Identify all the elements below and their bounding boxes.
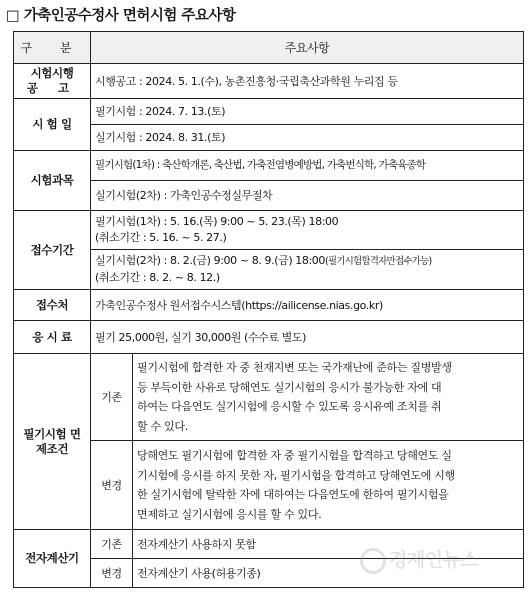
announce-label-line2: 공 고	[26, 81, 78, 95]
office-label: 접수처	[14, 290, 91, 321]
application-practical-line2: (취소기간 : 8. 2. ~ 8. 12.)	[95, 271, 220, 284]
exemption-existing-text	[133, 354, 524, 441]
calculator-changed-label: 변경	[91, 559, 133, 588]
exemption-changed-text	[133, 441, 524, 530]
application-practical-note: (필기시험합격자만접수가능)	[325, 256, 432, 267]
watermark	[360, 545, 478, 574]
table-row-subjects-practical	[14, 181, 524, 211]
application-written	[91, 211, 524, 250]
table-row-subjects-written	[14, 151, 524, 181]
subjects-practical: 실기시험(2차) : 가축인공수정실무절차	[91, 181, 524, 211]
exemption-existing-line: 할 수 있다.	[137, 419, 188, 433]
exemption-existing-line: 필기시험에 합격한 자 중 천재지변 또는 국가재난에 준하는 질병발생	[137, 361, 452, 374]
table-header-row	[14, 32, 524, 64]
exemption-changed-line: 한 실기시험에 탈락한 자에 대하여는 다음연도에 한하여 필기시험을	[137, 488, 449, 501]
watermark-logo-icon	[360, 548, 386, 574]
exemption-existing-line: 하여는 다음연도 실기시험에 응시할 수 있도록 응시유예 조치를 취	[137, 400, 442, 413]
exemption-label-line2: 제조건	[35, 441, 69, 456]
header-content: 주요사항	[91, 32, 524, 64]
announce-value: 시행공고 : 2024. 5. 1.(수), 농촌진흥청·국립축산과학원 누리집 등	[91, 64, 524, 99]
calculator-existing-value: 전자계산기 사용하지 못함	[133, 530, 524, 559]
office-value: 가축인공수정사 원서접수시스템(https://ailicense.nias.go.kr)	[91, 290, 524, 321]
table-row-application-written	[14, 211, 524, 250]
exemption-changed-line: 면제하고 실기시험에 응시를 할 수 있다.	[137, 507, 322, 521]
exemption-changed-line: 기시험에 응시를 하지 못한 자, 필기시험을 합격하고 당해연도에 시행	[137, 468, 455, 482]
watermark-text: 경제인뉴스	[389, 549, 479, 571]
application-practical-line1: 실기시험(2차) : 8. 2.(금) 9:00 ~ 8. 9.(금) 18:00	[95, 254, 326, 267]
calculator-label: 전자계산기	[14, 530, 91, 588]
exemption-changed-line: 당해연도 필기시험에 합격한 자 중 필기시험을 합격하고 당해연도 실	[137, 449, 452, 462]
application-written-line2: (취소기간 : 5. 16. ~ 5. 27.)	[95, 231, 227, 244]
application-written-line1: 필기시험(1차) : 5. 16.(목) 9:00 ~ 5. 23.(목) 18:00	[95, 215, 339, 228]
fee-value: 필기 25,000원, 실기 30,000원 (수수료 별도)	[91, 321, 524, 354]
table-row-exam-date-written	[14, 99, 524, 125]
table-row-office	[14, 290, 524, 321]
exemption-changed-label: 변경	[91, 441, 133, 530]
exemption-existing-label: 기존	[91, 354, 133, 441]
document-title: □ 가축인공수정사 면허시험 주요사항	[6, 8, 236, 24]
fee-label: 응 시 료	[14, 321, 91, 354]
announce-label-line1: 시험시행	[30, 66, 74, 80]
exemption-label-line1: 필기시험 면	[23, 426, 81, 441]
table-row-exemption-existing	[14, 354, 524, 441]
exemption-existing-line: 등 부득이한 사유로 당해연도 실기시험의 응시가 불가능한 자에 대	[137, 380, 442, 394]
subjects-label: 시험과목	[14, 151, 91, 211]
header-category: 구 분	[14, 32, 91, 64]
table-row-exemption-changed	[14, 441, 524, 530]
exam-date-label: 시 험 일	[14, 99, 91, 151]
announce-label	[14, 64, 91, 99]
calculator-existing-label: 기존	[91, 530, 133, 559]
table-row-announce	[14, 64, 524, 99]
table-row-exam-date-practical	[14, 125, 524, 151]
table-row-application-practical	[14, 250, 524, 290]
exam-info-table	[13, 31, 524, 588]
application-practical	[91, 250, 524, 290]
table-row-fee	[14, 321, 524, 354]
exam-date-written: 필기시험 : 2024. 7. 13.(토)	[91, 99, 524, 125]
exemption-label	[14, 354, 91, 530]
subjects-written: 필기시험(1차) : 축산학개론, 축산법, 가축전염병예방법, 가축번식학, 가축육종학	[91, 151, 524, 181]
exam-date-practical: 실기시험 : 2024. 8. 31.(토)	[91, 125, 524, 151]
application-label: 접수기간	[14, 211, 91, 290]
calculator-changed-value: 전자계산기 사용(허용기종)	[133, 559, 524, 588]
